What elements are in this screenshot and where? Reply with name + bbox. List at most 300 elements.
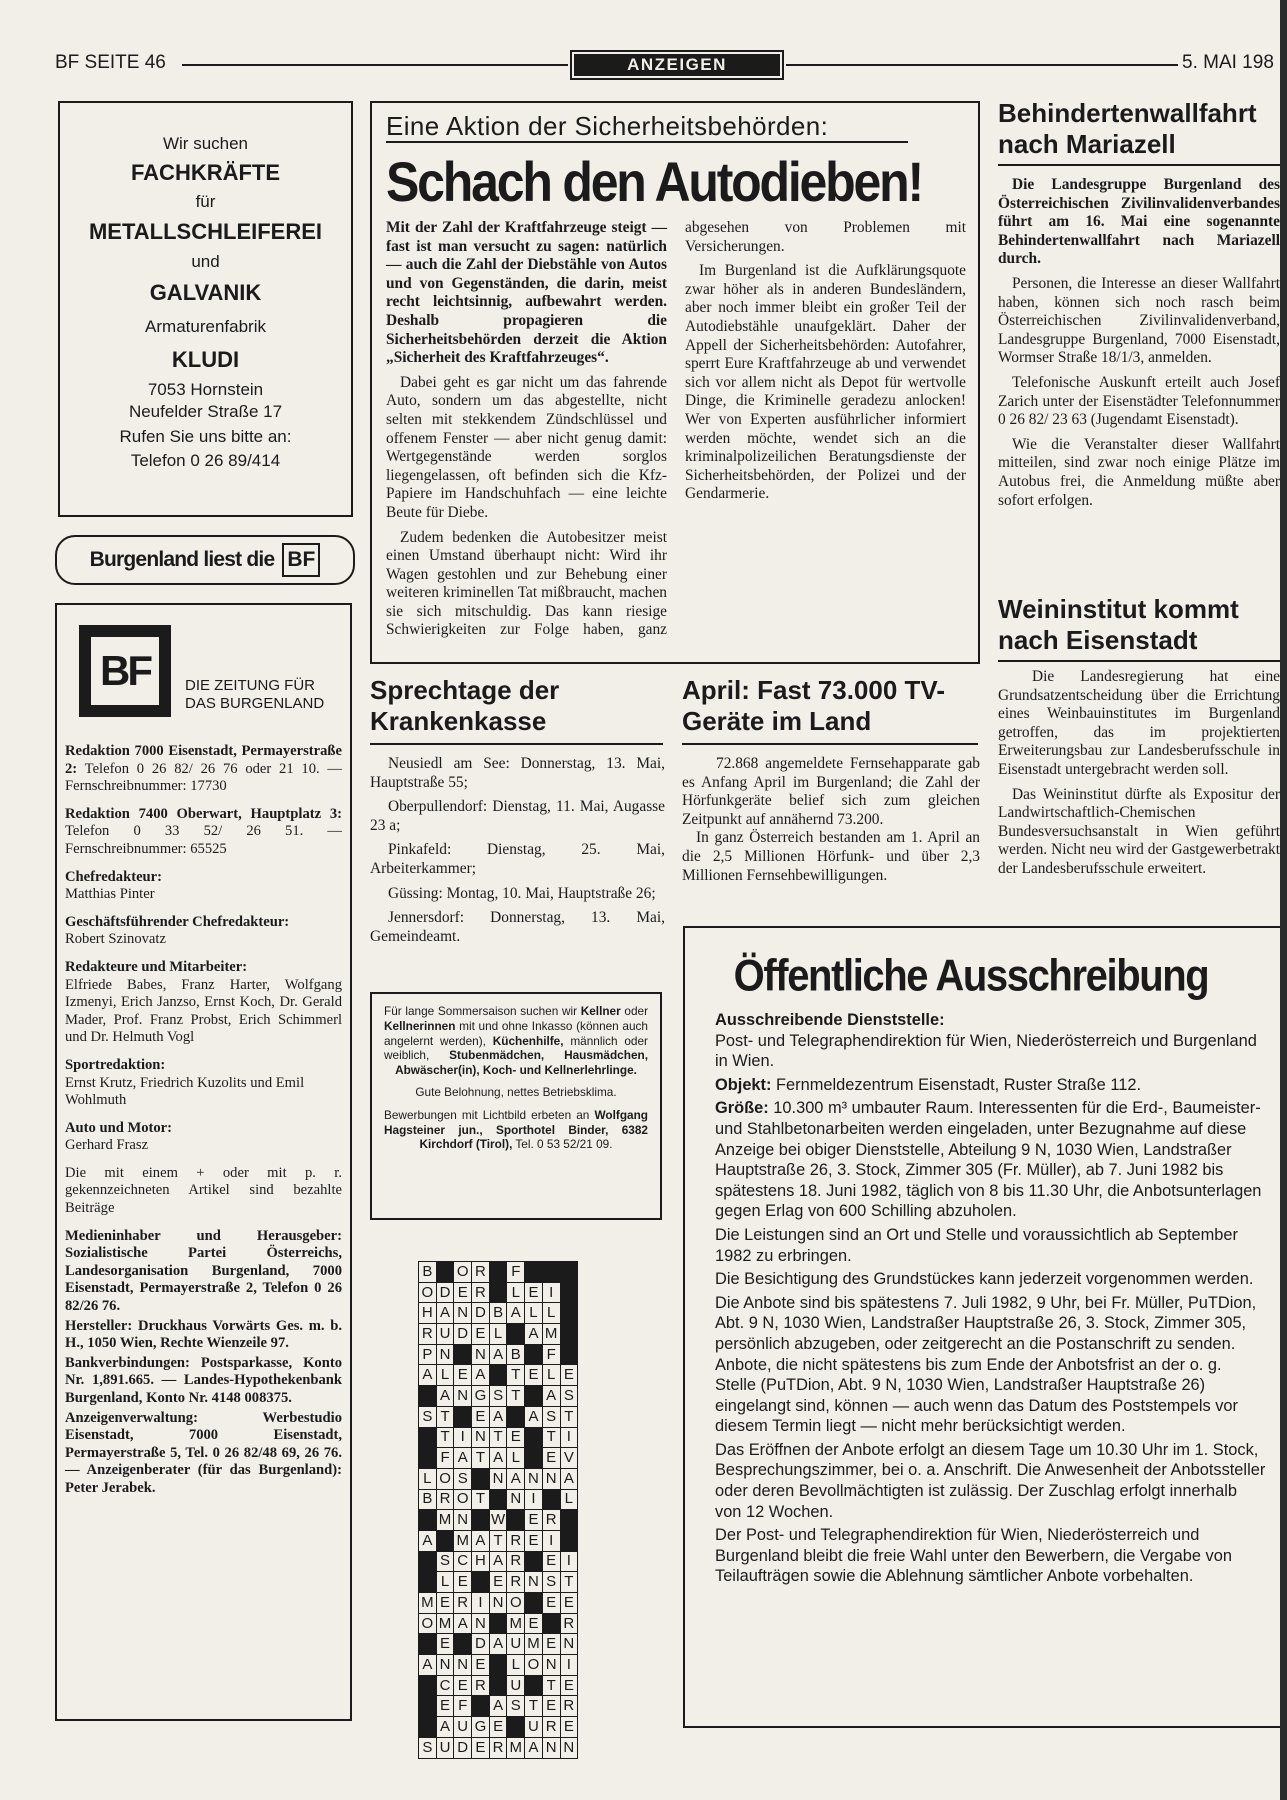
crossword-cell: S	[542, 1406, 560, 1427]
crossword-cell: L	[507, 1282, 525, 1303]
crossword-black-cell	[560, 1510, 578, 1531]
crossword-cell: S	[419, 1406, 437, 1427]
issue-date: 5. MAI 198	[1182, 52, 1274, 73]
crossword-cell: A	[542, 1386, 560, 1407]
crossword-cell: T	[560, 1406, 578, 1427]
crossword-cell: L	[489, 1324, 507, 1345]
crossword-solution	[418, 1261, 578, 1759]
crossword-black-cell	[525, 1551, 543, 1572]
imprint-block: Redaktion 7400 Oberwart, Hauptplatz 3: Telefon 0 33 52/ 26 51. — Fernschreibnummer: 65525	[65, 805, 342, 857]
crossword-black-cell	[560, 1282, 578, 1303]
crossword-cell: I	[542, 1530, 560, 1551]
crossword-black-cell	[419, 1675, 437, 1696]
crossword-black-cell	[542, 1489, 560, 1510]
bf-logo: BF	[79, 625, 171, 717]
crossword-cell: R	[436, 1489, 454, 1510]
crossword-cell: M	[525, 1634, 543, 1655]
crossword-cell: A	[525, 1406, 543, 1427]
crossword-black-cell	[419, 1696, 437, 1717]
crossword-cell: L	[507, 1655, 525, 1676]
tender-text: Objekt: Fernmeldezentrum Eisenstadt, Ruster Straße 112.	[715, 1075, 1142, 1094]
crossword-cell: R	[507, 1530, 525, 1551]
crossword-black-cell	[525, 1675, 543, 1696]
crossword-cell: L	[542, 1303, 560, 1324]
crossword-row	[419, 1696, 578, 1717]
company-name: KLUDI	[171, 347, 240, 372]
crossword-cell: E	[542, 1634, 560, 1655]
crossword-cell: U	[436, 1737, 454, 1758]
crossword-cell: N	[507, 1489, 525, 1510]
article-paragraph: In ganz Österreich bestanden am 1. April an die 2,5 Millionen Hörfunk- und über 2,3 Millionen Fernsehbewilligungen.	[682, 829, 980, 884]
crossword-cell: M	[454, 1530, 472, 1551]
schedule-item: Pinkafeld: Dienstag, 25. Mai, Arbeiterkammer;	[370, 841, 665, 877]
crossword-cell: A	[489, 1448, 507, 1469]
crossword-black-cell	[525, 1427, 543, 1448]
schedule-item: Neusiedl am See: Donnerstag, 13. Mai, Hauptstraße 55;	[370, 755, 665, 791]
crossword-cell: F	[542, 1344, 560, 1365]
crossword-cell: R	[542, 1717, 560, 1738]
crossword-row	[419, 1737, 578, 1758]
crossword-black-cell	[525, 1262, 543, 1283]
crossword-black-cell	[419, 1448, 437, 1469]
crossword-cell: T	[489, 1427, 507, 1448]
crossword-cell: O	[419, 1613, 437, 1634]
crossword-cell: R	[489, 1737, 507, 1758]
crossword-cell: U	[454, 1717, 472, 1738]
crossword-cell: N	[454, 1303, 472, 1324]
bf-logo-small: BF	[282, 543, 320, 577]
crossword-row	[419, 1386, 578, 1407]
crossword-cell: T	[436, 1406, 454, 1427]
crossword-cell: E	[436, 1593, 454, 1614]
crossword-black-cell	[472, 1510, 490, 1531]
crossword-cell: A	[489, 1634, 507, 1655]
crossword-cell: B	[419, 1262, 437, 1283]
crossword-black-cell	[436, 1262, 454, 1283]
crossword-black-cell	[560, 1262, 578, 1283]
headline-rule	[370, 743, 663, 745]
crossword-cell: N	[454, 1386, 472, 1407]
article-kicker: Eine Aktion der Sicherheitsbehörden:	[386, 111, 829, 141]
crossword-cell: M	[436, 1510, 454, 1531]
tender-headline: Öffentliche Ausschreibung	[733, 951, 1209, 1001]
crossword-cell: E	[436, 1634, 454, 1655]
crossword-cell: E	[525, 1510, 543, 1531]
crossword-cell: A	[489, 1406, 507, 1427]
crossword-cell: A	[525, 1737, 543, 1758]
crossword-cell: N	[525, 1468, 543, 1489]
crossword-cell: N	[525, 1572, 543, 1593]
crossword-black-cell	[560, 1344, 578, 1365]
crossword-cell: E	[436, 1696, 454, 1717]
header-rule-right	[786, 64, 1178, 66]
crossword-cell: L	[436, 1365, 454, 1386]
crossword-row	[419, 1489, 578, 1510]
ad-line: Telefon 0 26 89/414	[130, 451, 281, 470]
crossword-cell: E	[560, 1675, 578, 1696]
crossword-black-cell	[507, 1510, 525, 1531]
crossword-black-cell	[489, 1613, 507, 1634]
crossword-black-cell	[560, 1530, 578, 1551]
banner-text: Burgenland liest die	[89, 548, 275, 571]
crossword-cell: U	[507, 1675, 525, 1696]
crossword-cell: L	[419, 1468, 437, 1489]
crossword-cell: F	[454, 1696, 472, 1717]
crossword-cell: R	[560, 1696, 578, 1717]
crossword-cell: O	[436, 1468, 454, 1489]
crossword-cell: N	[472, 1427, 490, 1448]
ad-line: Neufelder Straße 17	[128, 402, 283, 421]
page-edge	[1280, 0, 1287, 1800]
crossword-cell: I	[560, 1427, 578, 1448]
crossword-cell: A	[507, 1468, 525, 1489]
crossword-black-cell	[507, 1717, 525, 1738]
crossword-row	[419, 1427, 578, 1448]
article-headline: Behindertenwallfahrt nach Mariazell	[998, 98, 1257, 159]
imprint-block: Auto und Motor: Gerhard Frasz	[65, 1119, 173, 1154]
crossword-cell: A	[436, 1303, 454, 1324]
ad-line: METALLSCHLEIFEREI	[88, 219, 323, 244]
crossword-cell: F	[436, 1448, 454, 1469]
crossword-cell: E	[454, 1365, 472, 1386]
crossword-black-cell	[489, 1365, 507, 1386]
headline-rule	[998, 660, 1280, 662]
crossword-black-cell	[419, 1717, 437, 1738]
crossword-cell: R	[454, 1593, 472, 1614]
crossword-row	[419, 1613, 578, 1634]
crossword-cell: E	[507, 1427, 525, 1448]
tender-text: Die Besichtigung des Grundstückes kann jederzeit vorgenommen werden.	[715, 1270, 1254, 1289]
tender-text: Größe: 10.300 m³ umbauter Raum. Interessenten für die Erd-, Baumeister- und Stahlbetonarbeiten werden eingeladen, unter Bezugnahme auf diese Anzeige bei obiger Dienststelle, Abteilung 9 N, 1030 Wien, Landstraßer Hauptstraße 26, 3. Stock, Zimmer 305 (Fr. Müller), ab 7. Juni 1982 bis spätestens 18. Juni 1982, täglich von 8 bis 11.30 Uhr, die Anbotsunterlagen gegen Erlag von 600 Schilling abzuholen.	[715, 1099, 1262, 1221]
crossword-black-cell	[507, 1406, 525, 1427]
crossword-cell: U	[436, 1324, 454, 1345]
crossword-cell: A	[454, 1448, 472, 1469]
imprint-block: Bankverbindungen: Postsparkasse, Konto Nr. 1,891.665. — Landes-Hypothekenbank Burgenland, Konto Nr. 4148 008375.	[65, 1354, 342, 1406]
crossword-black-cell	[419, 1634, 437, 1655]
crossword-cell: A	[525, 1324, 543, 1345]
article-paragraph: Zudem bedenken die Autobesitzer meist einen Umstand überhaupt nicht: Wird ihr Wagen gestohlen und zur Behebung einer weiteren kriminellen Tat mißbraucht, machen sie sich mitschuldig. Das kann riesige Schwierigkeiten zur Folge haben, ganz abgesehen von Problemen mit Versicherungen.	[386, 219, 966, 639]
imprint-block: Redakteure und Mitarbeiter: Elfriede Babes, Franz Harter, Wolfgang Izmenyi, Erich Janzso, Ernst Koch, Dr. Gerald Mader, Prof. Franz Probst, Erich Schimmerl und Dr. Helmuth Vogl	[65, 958, 342, 1046]
crossword-cell: A	[419, 1530, 437, 1551]
crossword-cell: B	[489, 1303, 507, 1324]
crossword-row	[419, 1365, 578, 1386]
imprint-block: Die mit einem + oder mit p. r. gekennzeichneten Artikel sind bezahlte Beiträge	[65, 1164, 342, 1217]
crossword-black-cell	[489, 1282, 507, 1303]
crossword-cell: N	[436, 1655, 454, 1676]
crossword-black-cell	[560, 1303, 578, 1324]
article-paragraph: Im Burgenland ist die Aufklärungsquote zwar höher als in anderen Bundesländern, aber noch immer bleibt ein großer Teil der Autodiebstähle unaufgeklärt. Daher der Appell der Sicherheitsbehörden: Autofahrer, sperrt Eure Kraftfahrzeuge ab und verwendet sich vor allem nicht als Depot für wertvolle Dinge, die Kriminelle geradezu anlocken! Wer von Experten ausführlicher informiert werden möchte, wendet sich an die kriminalpolizeilichen Beratungsdienste der Sicherheitsbehörden, der Polizei und der Gendarmerie.	[685, 262, 966, 503]
crossword-cell: B	[507, 1344, 525, 1365]
crossword-cell: M	[419, 1593, 437, 1614]
masthead	[55, 603, 352, 1721]
crossword-cell: O	[525, 1655, 543, 1676]
schedule-item: Oberpullendorf: Dienstag, 11. Mai, Augasse 23 a;	[370, 798, 665, 834]
crossword-cell: I	[560, 1551, 578, 1572]
crossword-black-cell	[525, 1386, 543, 1407]
crossword-cell: I	[560, 1655, 578, 1676]
crossword-cell: R	[507, 1551, 525, 1572]
crossword-cell: N	[472, 1613, 490, 1634]
crossword-black-cell	[472, 1696, 490, 1717]
crossword-cell: N	[560, 1634, 578, 1655]
crossword-cell: R	[472, 1675, 490, 1696]
crossword-black-cell	[525, 1344, 543, 1365]
crossword-cell: S	[507, 1696, 525, 1717]
job-ad-kludi	[58, 101, 353, 517]
crossword-cell: A	[454, 1613, 472, 1634]
crossword-cell: T	[472, 1489, 490, 1510]
crossword-black-cell	[454, 1344, 472, 1365]
crossword-cell: N	[454, 1655, 472, 1676]
ad-line: für	[195, 192, 216, 211]
crossword-cell: R	[560, 1613, 578, 1634]
crossword-cell: E	[472, 1406, 490, 1427]
ad-line: Wir suchen	[162, 134, 249, 153]
crossword-cell: A	[472, 1530, 490, 1551]
crossword-cell: C	[454, 1551, 472, 1572]
crossword-cell: D	[436, 1282, 454, 1303]
crossword-black-cell	[525, 1448, 543, 1469]
ad-line: 7053 Hornstein	[147, 380, 264, 399]
crossword-row	[419, 1572, 578, 1593]
crossword-cell: D	[472, 1634, 490, 1655]
article-headline: Schach den Autodieben!	[386, 150, 922, 214]
crossword-black-cell	[489, 1262, 507, 1283]
crossword-row	[419, 1530, 578, 1551]
crossword-cell: V	[560, 1448, 578, 1469]
article-schach	[370, 101, 980, 664]
crossword-cell: T	[436, 1427, 454, 1448]
imprint-block: Hersteller: Druckhaus Vorwärts Ges. m. b. H., 1050 Wien, Rechte Wienzeile 97.	[65, 1317, 342, 1352]
crossword-cell: I	[472, 1593, 490, 1614]
crossword-cell: A	[419, 1365, 437, 1386]
crossword-row	[419, 1303, 578, 1324]
tender-text: Die Anbote sind bis spätestens 7. Juli 1982, 9 Uhr, bei Fr. Müller, PuTDion, Abt. 9 N, 1030 Wien, Landstraßer Hauptstraße 26, 3. Stock, Zimmer 305, persönlich abzugeben, oder zeitgerecht an die Postanschrift zu senden. Anbote, die nicht spätestens bis zum Ende der Anbotsfrist an der o. g. Stelle (PuTDion, Abt. 9 N, 1030 Wien, Landstraßer Hauptstraße 26) eingelangt sind, können — auch wenn das Datum des Poststempels vor diesem Termin liegt — nicht mehr berücksichtigt werden.	[715, 1293, 1257, 1436]
crossword-row	[419, 1262, 578, 1283]
crossword-cell: M	[507, 1613, 525, 1634]
article-headline: Weininstitut kommt nach Eisenstadt	[998, 594, 1239, 655]
crossword-black-cell	[507, 1324, 525, 1345]
article-paragraph: 72.868 angemeldete Fernsehapparate gab es Anfang April im Burgenland; die Zahl der Hörfunkgeräte belief sich zum gleichen Zeitpunkt auf annähernd 73.200.	[682, 755, 980, 828]
ad-line: und	[191, 252, 220, 271]
article-paragraph: Personen, die Interesse an dieser Wallfahrt haben, können sich noch rasch beim Österreichischen Zivilinvalidenverband, Landesgruppe Burgenland, 7000 Eisenstadt, Wormser Straße 18/1/3, anmelden.	[998, 274, 1280, 367]
crossword-cell: N	[436, 1344, 454, 1365]
crossword-row	[419, 1593, 578, 1614]
crossword-cell: C	[436, 1675, 454, 1696]
crossword-cell: N	[454, 1510, 472, 1531]
crossword-cell: E	[489, 1717, 507, 1738]
crossword-row	[419, 1468, 578, 1489]
crossword-cell: T	[507, 1386, 525, 1407]
crossword-cell: A	[489, 1551, 507, 1572]
crossword-cell: E	[542, 1593, 560, 1614]
crossword-cell: N	[472, 1344, 490, 1365]
page-number: BF SEITE 46	[55, 52, 166, 73]
crossword-cell: E	[454, 1572, 472, 1593]
article-headline: Sprechtage der Krankenkasse	[370, 675, 560, 736]
crossword-row	[419, 1551, 578, 1572]
article-tv	[682, 675, 980, 885]
imprint-block: Geschäftsführender Chefredakteur: Robert Szinovatz	[65, 913, 290, 948]
crossword-cell: A	[436, 1717, 454, 1738]
crossword-cell: N	[489, 1593, 507, 1614]
crossword-cell: N	[542, 1737, 560, 1758]
crossword-cell: S	[489, 1386, 507, 1407]
crossword-cell: E	[525, 1613, 543, 1634]
crossword-cell: I	[542, 1282, 560, 1303]
crossword-cell: R	[472, 1262, 490, 1283]
crossword-cell: A	[472, 1365, 490, 1386]
crossword-row	[419, 1406, 578, 1427]
crossword-cell: A	[489, 1344, 507, 1365]
crossword-cell: F	[507, 1262, 525, 1283]
ad-text: Für lange Sommersaison suchen wir Kellner oder Kellnerinnen mit und ohne Inkasso (können auch angelernt werden), Küchenhilfe, männlich oder weiblich, Stubenmädchen, Hausmädchen, Abwäscher(in), Koch- und Kellnerlehrlinge.	[384, 1004, 649, 1078]
article-paragraph: Die Landesregierung hat eine Grundsatzentscheidung über die Errichtung eines Weinbauinstitutes im Burgenland getroffen, das im projektierten Erweiterungsbau zur Landesberufsschule in Eisenstadt untergebracht werden soll.	[998, 668, 1280, 778]
crossword-cell: O	[454, 1489, 472, 1510]
article-wallfahrt	[998, 98, 1284, 588]
crossword-cell: N	[542, 1655, 560, 1676]
section-label: ANZEIGEN	[570, 50, 784, 80]
crossword-cell: L	[542, 1365, 560, 1386]
crossword-cell: E	[525, 1365, 543, 1386]
crossword-cell: D	[454, 1324, 472, 1345]
crossword-cell: R	[507, 1572, 525, 1593]
crossword-cell: S	[560, 1386, 578, 1407]
ad-line: GALVANIK	[149, 280, 262, 305]
tender-notice	[683, 926, 1287, 1728]
article-paragraph: Telefonische Auskunft erteilt auch Josef Zarich unter der Eisenstädter Telefonnummer 0 26 82/ 23 63 (Jugendamt Eisenstadt).	[998, 373, 1280, 429]
crossword-cell: E	[454, 1675, 472, 1696]
tender-label: Ausschreibende Dienststelle:	[715, 1011, 945, 1029]
article-paragraph: Das Weininstitut dürfte als Expositur der Landwirtschaftlich-Chemischen Bundesversuchsanstalt in Wien geführt werden. Nicht neu wird der Gastgewerbetrakt der Landesberufsschule erweitert.	[998, 785, 1280, 877]
ad-line: FACHKRÄFTE	[130, 160, 281, 185]
schedule-item: Jennersdorf: Donnerstag, 13. Mai, Gemeindeamt.	[370, 909, 665, 945]
bf-banner	[55, 535, 355, 585]
crossword-cell: W	[489, 1510, 507, 1531]
crossword-black-cell	[489, 1489, 507, 1510]
tender-text: Post- und Telegraphendirektion für Wien, Niederösterreich und Burgenland in Wien.	[715, 1031, 1257, 1071]
crossword-cell: L	[525, 1303, 543, 1324]
tender-text: Das Eröffnen der Anbote erfolgt an diesem Tage um 10.30 Uhr im 1. Stock, Besprechungszimmer, bei o. a. Anschrift. Die Anwesenheit der Anbotssteller oder deren Bevollmächtigten ist zulässig. Der Zuschlag erfolgt innerhalb von 12 Wochen.	[715, 1440, 1266, 1521]
crossword-black-cell	[489, 1655, 507, 1676]
crossword-black-cell	[560, 1324, 578, 1345]
tender-text: Die Leistungen sind an Ort und Stelle und voraussichtlich ab September 1982 zu erbringen.	[715, 1225, 1238, 1265]
crossword-cell: B	[419, 1489, 437, 1510]
article-paragraph: Wie die Veranstalter dieser Wallfahrt mitteilen, sind zwar noch einige Plätze im Autobus frei, die Anmeldung müßte aber sofort erfolgen.	[998, 435, 1280, 509]
crossword-cell: T	[542, 1427, 560, 1448]
crossword-cell: T	[542, 1675, 560, 1696]
crossword-cell: G	[472, 1717, 490, 1738]
crossword-cell: E	[560, 1593, 578, 1614]
crossword-cell: H	[472, 1551, 490, 1572]
ad-line: Armaturenfabrik	[145, 317, 266, 336]
crossword-row	[419, 1675, 578, 1696]
article-lead: Die Landesgruppe Burgenland des Österreichischen Zivilinvalidenverbandes führt am 16. Mai eine sogenannte Behindertenwallfahrt nach Mariazell durch.	[998, 176, 1280, 268]
crossword-cell: E	[525, 1282, 543, 1303]
crossword-cell: E	[542, 1551, 560, 1572]
crossword-black-cell	[419, 1572, 437, 1593]
crossword-cell: G	[472, 1386, 490, 1407]
crossword-cell: L	[507, 1448, 525, 1469]
crossword-cell: H	[419, 1303, 437, 1324]
crossword-cell: S	[454, 1468, 472, 1489]
crossword-cell: M	[507, 1737, 525, 1758]
ad-text: Gute Belohnung, nettes Betriebsklima.	[415, 1084, 617, 1099]
crossword-cell: I	[525, 1489, 543, 1510]
crossword-row	[419, 1448, 578, 1469]
crossword-cell: T	[472, 1448, 490, 1469]
crossword-cell: S	[542, 1572, 560, 1593]
crossword-row	[419, 1655, 578, 1676]
crossword-cell: O	[419, 1282, 437, 1303]
crossword-row	[419, 1634, 578, 1655]
crossword-cell: O	[507, 1593, 525, 1614]
crossword-black-cell	[419, 1386, 437, 1407]
crossword-cell: M	[436, 1613, 454, 1634]
crossword-cell: A	[489, 1696, 507, 1717]
crossword-cell: E	[472, 1324, 490, 1345]
crossword-cell: U	[507, 1634, 525, 1655]
article-lead: Mit der Zahl der Kraftfahrzeuge steigt — fast ist man versucht zu sagen: natürlich — auch die Zahl der Diebstähle von Autos und von Gegenständen, die darin, meist recht leichtsinnig, aufbewahrt werden. Deshalb propagieren die Sicherheitsbehörden derzeit die Aktion „Sicherheit des Kraftfahrzeuges“.	[386, 219, 667, 367]
crossword-row	[419, 1510, 578, 1531]
headline-rule	[682, 743, 978, 745]
ad-line: Rufen Sie uns bitte an:	[119, 427, 292, 446]
crossword-cell: T	[489, 1530, 507, 1551]
tagline: DIE ZEITUNG FÜR	[185, 677, 315, 694]
crossword-cell: I	[454, 1427, 472, 1448]
ad-text: Bewerbungen mit Lichtbild erbeten an Wolfgang Hagsteiner jun., Sporthotel Binder, 6382 Kirchdorf (Tirol), Tel. 0 53 52/21 09.	[384, 1107, 648, 1152]
crossword-cell: E	[489, 1572, 507, 1593]
crossword-cell: D	[454, 1737, 472, 1758]
crossword-cell: E	[542, 1448, 560, 1469]
crossword-black-cell	[489, 1675, 507, 1696]
imprint-block: Chefredakteur: Matthias Pinter	[65, 868, 163, 903]
crossword-cell: E	[560, 1365, 578, 1386]
schedule-item: Güssing: Montag, 10. Mai, Hauptstraße 26;	[388, 884, 656, 902]
job-ad-sporthotel	[370, 992, 662, 1220]
headline-rule	[998, 164, 1280, 166]
crossword-black-cell	[419, 1427, 437, 1448]
imprint-block: Sportredaktion: Ernst Krutz, Friedrich Kuzolits und Emil Wohlmuth	[65, 1056, 305, 1109]
crossword-cell: A	[436, 1386, 454, 1407]
article-sprechtage	[370, 675, 665, 946]
crossword-cell: D	[472, 1303, 490, 1324]
crossword-cell: S	[436, 1551, 454, 1572]
crossword-black-cell	[454, 1406, 472, 1427]
crossword-black-cell	[472, 1468, 490, 1489]
crossword-cell: M	[542, 1324, 560, 1345]
crossword-cell: E	[560, 1717, 578, 1738]
crossword-cell: E	[454, 1282, 472, 1303]
crossword-black-cell	[525, 1593, 543, 1614]
crossword-cell: E	[542, 1696, 560, 1717]
crossword-black-cell	[472, 1572, 490, 1593]
imprint-block: Medieninhaber und Herausgeber: Sozialistische Partei Österreichs, Landesorganisation Burgenland, 7000 Eisenstadt, Permayerstraße 2, Telefon 0 26 82/26 76.	[65, 1227, 342, 1315]
crossword-cell: S	[419, 1737, 437, 1758]
crossword-row	[419, 1344, 578, 1365]
crossword-cell: E	[472, 1655, 490, 1676]
crossword-cell: R	[542, 1510, 560, 1531]
crossword-black-cell	[542, 1262, 560, 1283]
crossword-cell: E	[525, 1530, 543, 1551]
crossword-row	[419, 1717, 578, 1738]
imprint-block: Anzeigenverwaltung: Werbestudio Eisenstadt, 7000 Eisenstadt, Permayerstraße 5, Tel. 0 26 82/48 69, 26 76. — Anzeigenberater (für das Burgenland): Peter Jerabek.	[65, 1409, 342, 1496]
crossword-cell: N	[542, 1468, 560, 1489]
article-weininstitut	[998, 594, 1284, 916]
crossword-cell: N	[560, 1737, 578, 1758]
crossword-black-cell	[436, 1530, 454, 1551]
crossword-cell: E	[472, 1737, 490, 1758]
